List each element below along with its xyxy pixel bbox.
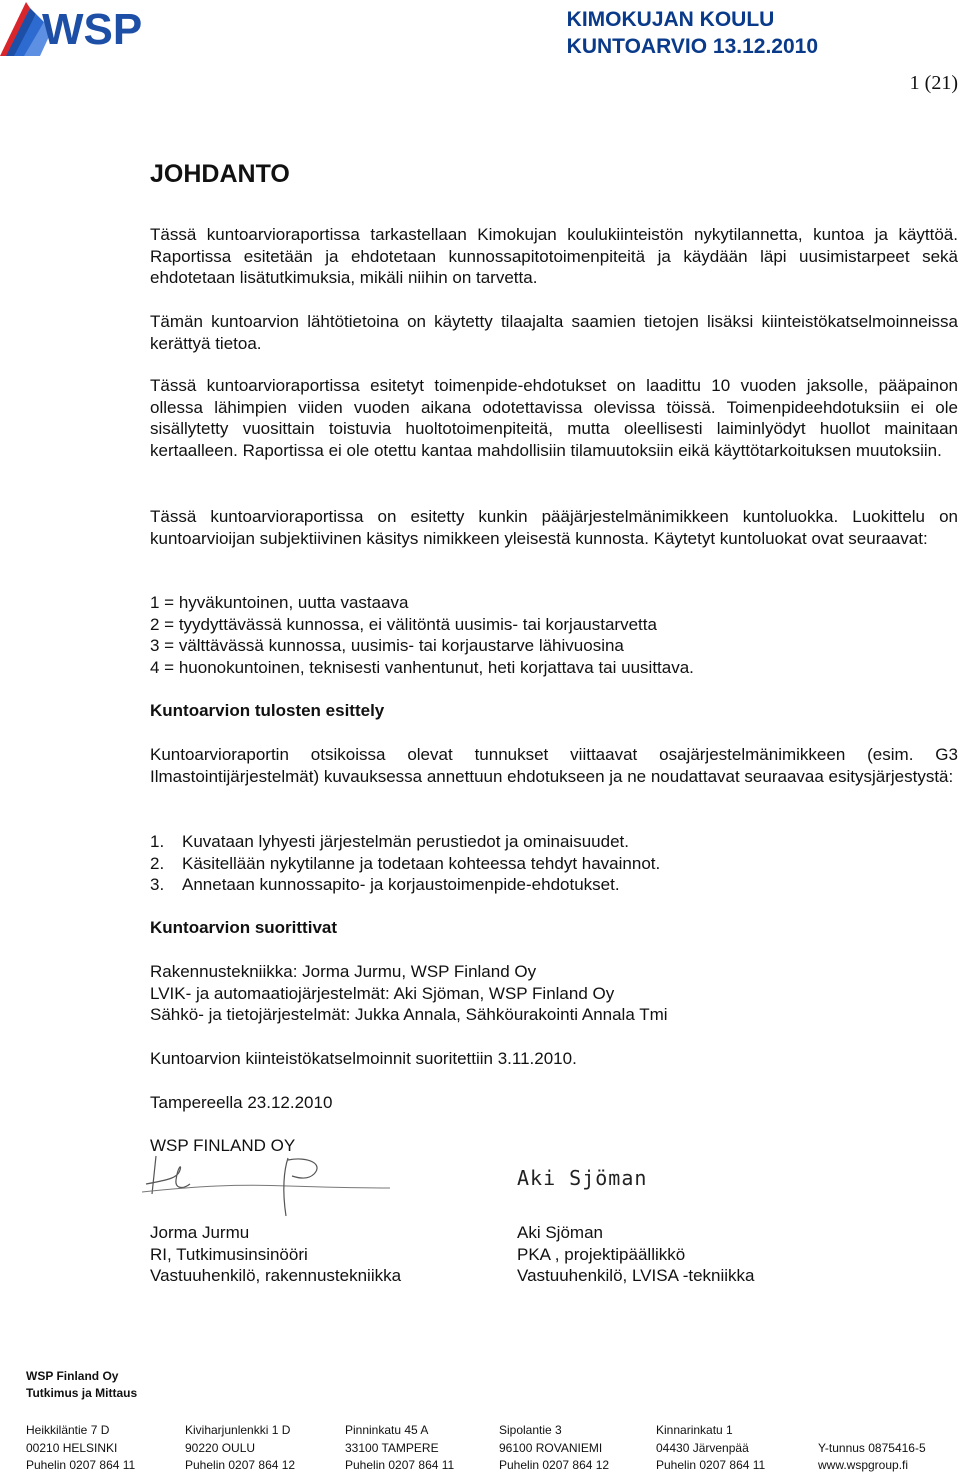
condition-class-3: 3 = välttävässä kunnossa, uusimis- tai korjaustarve lähivuosina [150, 636, 624, 656]
steps-list [150, 831, 958, 896]
signatory-name: Aki Sjöman [517, 1223, 603, 1242]
paragraph-classes: Tässä kuntoarvioraportissa on esitetty kunkin pääjärjestelmänimikkeen kuntoluokka. Luokittelu on kuntoarvioijan subjektiivinen käsitys nimikkeen yleisestä kunnosta. Käytetyt kuntoluokat ovat seuraavat: [150, 507, 958, 548]
paragraph-scope: Tässä kuntoarvioraportissa esitetyt toimenpide-ehdotukset on laadittu 10 vuoden jaksolle, pääpainon ollessa lähimpien viiden vuoden aikana odotettavissa olevissa töissä. Toimenpideehdotuksiin ei ole sisällytetty vuosittain toistuvia huoltotoimenpiteitä, mutta oleellisesti laiminlyödyt huollot mainitaan kertaalleen. Raportissa ei ole otettu kantaa mahdollisiin tilamuutoksiin eikä käyttötarkoituksen muutoksiin. [150, 376, 958, 460]
header-title-line2: KUNTOARVIO 13.12.2010 [566, 35, 818, 58]
page-title: JOHDANTO [150, 160, 290, 188]
footer-unit: Tutkimus ja Mittaus [26, 1386, 138, 1400]
author-line: LVIK- ja automaatiojärjestelmät: Aki Sjöman, WSP Finland Oy [150, 983, 615, 1003]
signature-sjoman: Aki Sjöman [517, 1166, 648, 1190]
signatory-title: PKA , projektipäällikkö [517, 1244, 686, 1264]
footer-web-link[interactable]: www.wspgroup.fi [818, 1458, 909, 1473]
footer-company-name: WSP Finland Oy [26, 1369, 119, 1383]
footer-office: Kinnarinkatu 1 04430 Järvenpää Puhelin 0207 864 11 [656, 1423, 766, 1473]
step-item: 3. Annetaan kunnossapito- ja korjaustoimenpide-ehdotukset. [150, 875, 620, 895]
condition-class-list [150, 592, 958, 678]
condition-class-4: 4 = huonokuntoinen, teknisesti vanhentunut, heti korjattava tai uusittava. [150, 657, 694, 677]
svg-text:WSP: WSP [42, 5, 143, 54]
wsp-logo [0, 0, 200, 62]
signatory-name: Jorma Jurmu [150, 1223, 250, 1242]
condition-class-1: 1 = hyväkuntoinen, uutta vastaava [150, 593, 409, 612]
handwritten-signature-jurmu [138, 1150, 398, 1222]
document-header [567, 6, 818, 60]
paragraph-intro: Tässä kuntoarvioraportissa tarkastellaan Kimokujan koulukiinteistön nykytilannetta, kuntoa ja käyttöä. Raportissa esitetään ja ehdotetaan kunnossapitotoimenpiteitä ja käydään läpi uusimistarpeet sekä ehdotetaan lisätutkimuksia, mikäli niihin on tarvetta. [150, 225, 958, 288]
place-date: Tampereella 23.12.2010 [150, 1093, 333, 1112]
company-name: WSP FINLAND OY [150, 1136, 296, 1155]
paragraph-sources: Tämän kuntoarvion lähtötietoina on käytetty tilaajalta saamien tietojen lisäksi kiinteistökatselmoinneissa kerättyä tietoa. [150, 312, 958, 353]
paragraph-results: Kuntoarvioraportin otsikoissa olevat tunnukset viittaavat osajärjestelmänimikkeen (esim. G3 Ilmastointijärjestelmät) kuvauksessa annettuun ehdotukseen ja ne noudattavat seuraavaa esitysjärjestystä: [150, 745, 958, 786]
inspection-date: Kuntoarvion kiinteistökatselmoinnit suoritettiin 3.11.2010. [150, 1049, 577, 1068]
footer-office: Pinninkatu 45 A 33100 TAMPERE Puhelin 0207 864 11 [345, 1423, 455, 1473]
footer-office: Heikkiläntie 7 D 00210 HELSINKI Puhelin 0207 864 11 [26, 1423, 136, 1473]
signatory-role: Vastuuhenkilö, LVISA -tekniikka [517, 1266, 755, 1286]
footer-business [818, 1422, 926, 1475]
step-item: 2. Käsitellään nykytilanne ja todetaan kohteessa tehdyt havainnot. [150, 853, 661, 873]
header-title-line1: KIMOKUJAN KOULU [566, 8, 775, 31]
condition-class-2: 2 = tyydyttävässä kunnossa, ei välitöntä uusimis- tai korjaustarvetta [150, 614, 657, 634]
footer-office: Kiviharjunlenkki 1 D 90220 OULU Puhelin 0207 864 12 [185, 1423, 296, 1473]
author-line: Rakennustekniikka: Jorma Jurmu, WSP Finland Oy [150, 962, 537, 981]
signatory-role: Vastuuhenkilö, rakennustekniikka [150, 1266, 402, 1286]
authors-list [150, 961, 958, 1026]
step-item: 1. Kuvataan lyhyesti järjestelmän perustiedot ja ominaisuudet. [150, 832, 629, 851]
section-heading-authors: Kuntoarvion suorittivat [150, 918, 338, 937]
footer-company [26, 1368, 137, 1402]
signatory-title: RI, Tutkimusinsinööri [150, 1244, 308, 1264]
section-heading-results: Kuntoarvion tulosten esittely [150, 701, 385, 720]
author-line: Sähkö- ja tietojärjestelmät: Jukka Annala, Sähköurakointi Annala Tmi [150, 1005, 668, 1025]
footer-office: Sipolantie 3 96100 ROVANIEMI Puhelin 0207 864 12 [499, 1423, 610, 1473]
page-number: 1 (21) [909, 72, 958, 94]
footer-business-id: Y-tunnus 0875416-5 [818, 1440, 926, 1455]
signatory-right [517, 1222, 755, 1287]
signatory-left [150, 1222, 401, 1287]
